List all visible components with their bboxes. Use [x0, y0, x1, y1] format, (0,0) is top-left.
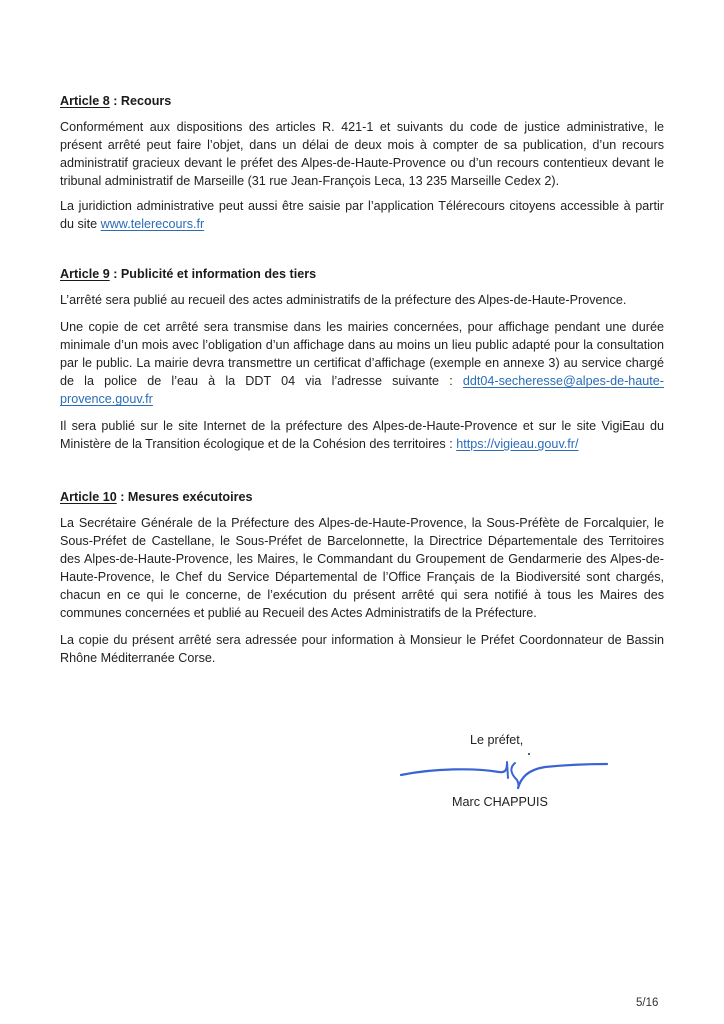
signatory-name: Marc CHAPPUIS — [452, 795, 548, 809]
article-8-heading: Article 8 : Recours — [60, 94, 172, 108]
article-number: Article 9 — [60, 267, 110, 281]
article-title: Recours — [120, 94, 172, 108]
article-title: Publicité et information des tiers — [120, 267, 317, 281]
article-9-paragraph-1: L’arrêté sera publié au recueil des actes administratifs de la préfecture des Alpes-de-Haute-Provence. — [60, 293, 627, 307]
article-number: Article 10 — [60, 490, 117, 504]
article-10-paragraph-1: La Secrétaire Générale de la Préfecture des Alpes-de-Haute-Provence, la Sous-Préfète de Forcalquier, le Sous-Préfet de Castellane, le Sous-Préfet de Barcelonnette, la Directrice Départementale des Territoires des Alpes-de-Haute-Provence, les Maires, le Commandant du Groupement de Gendarmerie des Alpes-de-Haute-Provence, le Chef du Service Départemental de l’Office Français de la Biodiversité sont chargés, chacun en ce qui le concerne, de l’exécution du présent arrêté qui sera notifié à tous les Maires des communes concernées et publié au Recueil des Actes Administratifs de la Préfecture. — [60, 516, 664, 621]
article-8-paragraph-1: Conformément aux dispositions des articles R. 421-1 et suivants du code de justice administrative, le présent arrêté peut faire l’objet, dans un délai de deux mois à compter de sa publication, d’un recours administratif gracieux devant le préfet des Alpes-de-Haute-Provence ou d’un recours contentieux devant le tribunal administratif de Marseille (31 rue Jean-François Leca, 13 235 Marseille Cedex 2). — [60, 120, 664, 189]
article-9-heading: Article 9 : Publicité et information des tiers — [60, 267, 317, 281]
article-8-paragraph-2: La juridiction administrative peut aussi être saisie par l’application Télérecours citoyens accessible à partir du site www.telerecours.fr — [60, 199, 664, 232]
article-9-paragraph-3: Il sera publié sur le site Internet de la préfecture des Alpes-de-Haute-Provence et sur le site VigiEau du Ministère de la Transition écologique et de la Cohésion des territoires : https://vigieau.gouv.fr/ — [60, 419, 664, 452]
telerecours-link[interactable]: www.telerecours.fr — [100, 217, 205, 232]
article-10-heading: Article 10 : Mesures exécutoires — [60, 490, 253, 504]
article-9-paragraph-2: Une copie de cet arrêté sera transmise dans les mairies concernées, pour affichage pendant une durée minimale d’un mois avec l’obligation d’un affichage dans au moins un lieu public adapté pour la consultation par le public. La mairie devra transmettre un certificat d’affichage (exemple en annexe 3) au service chargé de la police de l’eau à la DDT 04 via l’adresse suivante : ddt04-secheresse@alpes-de-haute-provence.gouv.fr — [60, 320, 664, 407]
signatory-title: Le préfet, — [470, 733, 524, 747]
handwritten-signature-icon — [395, 752, 615, 797]
page-number: 5/16 — [636, 997, 659, 1009]
email-link[interactable]: ddt04-secheresse@alpes-de-haute-provence.gouv.fr — [60, 374, 664, 407]
article-10-paragraph-2: La copie du présent arrêté sera adressée pour information à Monsieur le Préfet Coordonnateur de Bassin Rhône Méditerranée Corse. — [60, 633, 664, 666]
article-number: Article 8 — [60, 94, 110, 108]
article-title: Mesures exécutoires — [127, 490, 253, 504]
vigieau-link[interactable]: https://vigieau.gouv.fr/ — [456, 437, 579, 452]
